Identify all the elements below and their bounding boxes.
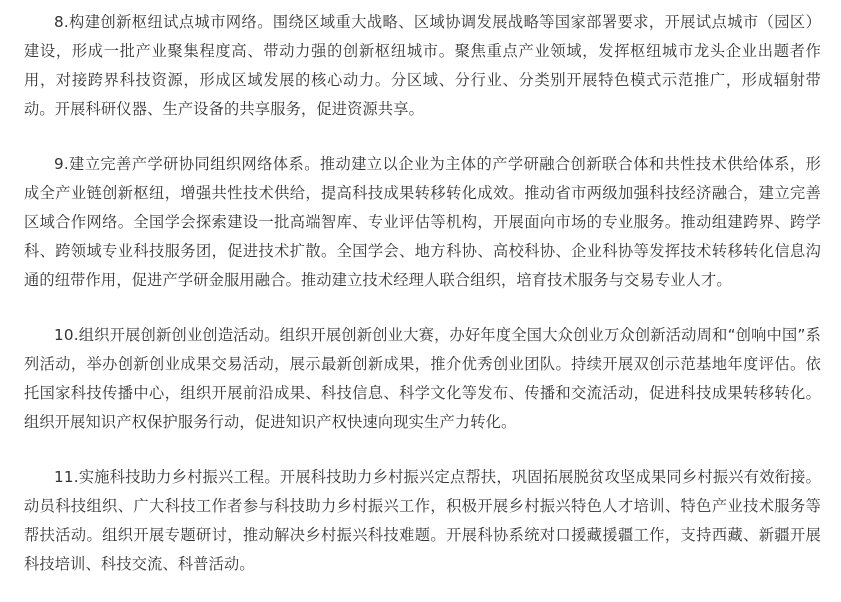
- paragraph-11: 11.实施科技助力乡村振兴工程。开展科技助力乡村振兴定点帮扶，巩固拓展脱贫攻坚成果同乡村振兴有效衔接。动员科技组织、广大科技工作者参与科技助力乡村振兴工作，积极开展乡村振兴特色人才培训、特色产业技术服务等帮扶活动。组织开展专题研讨，推动解决乡村振兴科技难题。开展科协系统对口援藏援疆工作，支持西藏、新疆开展科技培训、科技交流、科普活动。: [24, 468, 821, 573]
- paragraph-10: 10.组织开展创新创业创造活动。组织开展创新创业大赛，办好年度全国大众创业万众创新活动周和“创响中国”系列活动，举办创新创业成果交易活动，展示最新创新成果，推介优秀创业团队。持续开展双创示范基地年度评估。依托国家科技传播中心，组织开展前沿成果、科技信息、科学文化等发布、传播和交流活动，促进科技成果转移转化。组织开展知识产权保护服务行动，促进知识产权快速向现实生产力转化。: [24, 326, 821, 431]
- paragraph-9: 9.建立完善产学研协同组织网络体系。推动建立以企业为主体的产学研融合创新联合体和共性技术供给体系，形成全产业链创新枢纽，增强共性技术供给，提高科技成果转移转化成效。推动省市两级加强科技经济融合，建立完善区域合作网络。全国学会探索建设一批高端智库、专业评估等机构，开展面向市场的专业服务。推动组建跨界、跨学科、跨领域专业科技服务团，促进技术扩散。全国学会、地方科协、高校科协、企业科协等发挥技术转移转化信息沟通的纽带作用，促进产学研金服用融合。推动建立技术经理人联合组织，培育技术服务与交易专业人才。: [24, 155, 821, 289]
- paragraph-8: 8.构建创新枢纽试点城市网络。围绕区域重大战略、区域协调发展战略等国家部署要求，开展试点城市（园区）建设，形成一批产业聚集程度高、带动力强的创新枢纽城市。聚焦重点产业领域，发挥枢纽城市龙头企业出题者作用，对接跨界科技资源，形成区域发展的核心动力。分区域、分行业、分类别开展特色模式示范推广，形成辐射带动。开展科研仪器、生产设备的共享服务，促进资源共享。: [24, 13, 821, 118]
